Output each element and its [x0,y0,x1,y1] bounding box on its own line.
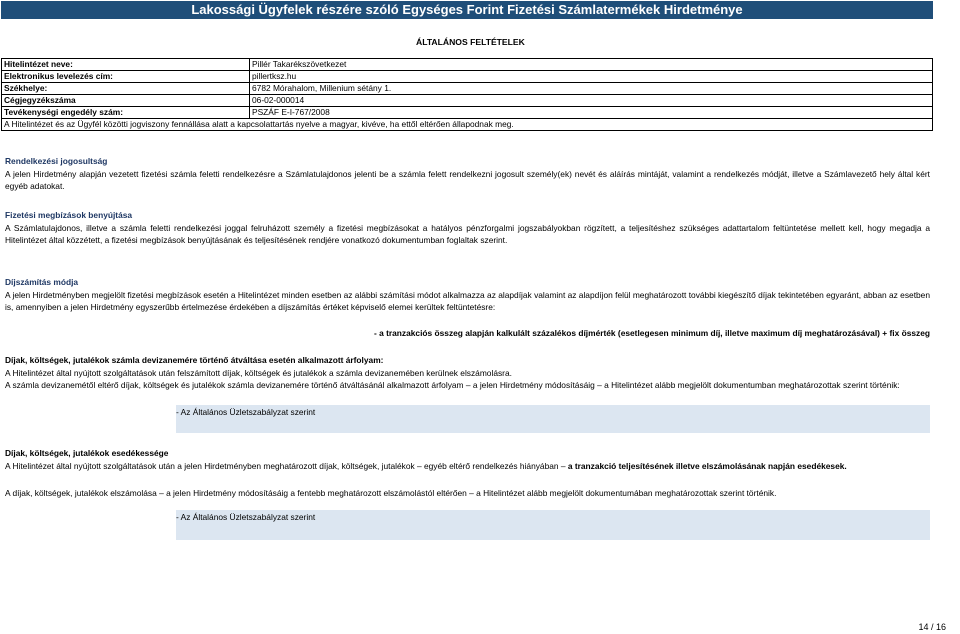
info-value: PSZÁF E-I-767/2008 [250,107,933,119]
text-emphasis: a tranzakció teljesítésének illetve elszámolásának napján esedékesek. [567,460,847,471]
section-title: Fizetési megbízások benyújtása [5,210,133,220]
reference-box [176,510,930,540]
institution-info-table [1,58,933,131]
table-row [2,95,933,107]
section-text: A Számlatulajdonos, illetve a számla feletti rendelkezési joggal felruházott személy a fizetési megbízásokat a hatályos pénzforgalmi jogszabályokban rögzített, a teljesítéshez szükséges adattartalom feltüntetése mellett kell, hogy megadja a Hitelintézet által közzétett, a fizetési megbízások benyújtásának és teljesítésének rendjére vonatkozó dokumentumban foglaltak szerint. [5,222,930,245]
info-label: Tevékenységi engedély szám: [2,107,250,119]
table-row [2,107,933,119]
info-value: pillertksz.hu [250,71,933,83]
table-row [2,59,933,71]
info-label: Cégjegyzékszáma [2,95,250,107]
table-row [2,83,933,95]
esedekesseg-section [5,447,930,472]
info-value: Pillér Takarékszövetkezet [250,59,933,71]
rendelkezesi-section [5,155,930,193]
info-label: Székhelye: [2,83,250,95]
section-title: Rendelkezési jogosultság [5,156,108,166]
info-value: 6782 Mórahalom, Millenium sétány 1. [250,83,933,95]
dijszamitas-section [5,276,930,314]
reference-box [176,405,930,433]
fizetesi-section [5,209,930,247]
info-label: Hitelintézet neve: [2,59,250,71]
info-value: 06-02-000014 [250,95,933,107]
language-note: A Hitelintézet és az Ügyfél közötti jogviszony fennállása alatt a kapcsolattartás nyelve a magyar, kivéve, ha ettől eltérően állapodnak meg. [2,119,933,131]
section-title: Díjak, költségek, jutalékok számla devizanemére történő átváltása esetén alkalmazott árfolyam: [5,355,384,365]
section-text [5,460,930,473]
table-row [2,119,933,131]
elszamolas-text: A díjak, költségek, jutalékok elszámolása – a jelen Hirdetmény módosításáig a fentebb meghatározott elszámolástól eltérően – a Hitelintézet alább megjelölt dokumentumában meghatározottak szerint történik. [5,488,777,498]
page-number: 14 / 16 [918,622,946,632]
section-text: A jelen Hirdetményben megjelölt fizetési megbízások esetén a Hitelintézet minden esetben az alábbi számítási módot alkalmazza az alapdíjak valamint az alapdíjon felül meghatározott további kiegészítő díjak tekintetében egyaránt, abban az esetben is, amennyiben a jelen Hirdetmény egyszerűbb értelmezése érdekében a díjszámítás értéket képviselő elemei kerültek feltüntetésre: [5,289,930,312]
section-text: A jelen Hirdetmény alapján vezetett fizetési számla feletti rendelkezésre a Számlatulajdonos jelenti be a számla felett rendelkezni jogosult személy(ek) nevét és aláírás mintáját, valamint a rendelkezés módját, illetve a Számlavezető hely által kért egyéb adatokat. [5,168,930,191]
table-row [2,71,933,83]
section-text: A Hitelintézet által nyújtott szolgáltatások után felszámított díjak, költségek és jutalékok a számla devizanemében kerülnek elszámolásra. [5,367,512,378]
fee-formula: - a tranzakciós összeg alapján kalkulált százalékos díjmérték (esetlegesen minimum díj, illetve maximum díj meghatározásával) + fix összeg [374,328,930,338]
section-title: Díjak, költségek, jutalékok esedékessége [5,448,169,458]
info-label: Elektronikus levelezés cím: [2,71,250,83]
reference-text: - Az Általános Üzletszabályzat szerint [176,407,316,417]
devizanem-section [5,354,930,392]
section-title: Díjszámítás módja [5,277,79,287]
section-text: A számla devizanemétől eltérő díjak, költségek és jutalékok számla devizanemére történő átváltásánál alkalmazott árfolyam – a jelen Hirdetmény módosításáig – a Hitelintézet alább megjelölt dokumentumban meghatározottak szerint történik: [5,380,900,390]
reference-text: - Az Általános Üzletszabályzat szerint [176,512,316,522]
page-title: Lakossági Ügyfelek részére szóló Egységes Forint Fizetési Számlatermékek Hirdetménye [1,1,933,19]
text-part: A Hitelintézet által nyújtott szolgáltatások után a jelen Hirdetményben meghatározott díjak, költségek, jutalékok – egyéb eltérő rendelkezés hiányában – [5,460,568,471]
section-heading: ÁLTALÁNOS FELTÉTELEK [416,37,525,47]
